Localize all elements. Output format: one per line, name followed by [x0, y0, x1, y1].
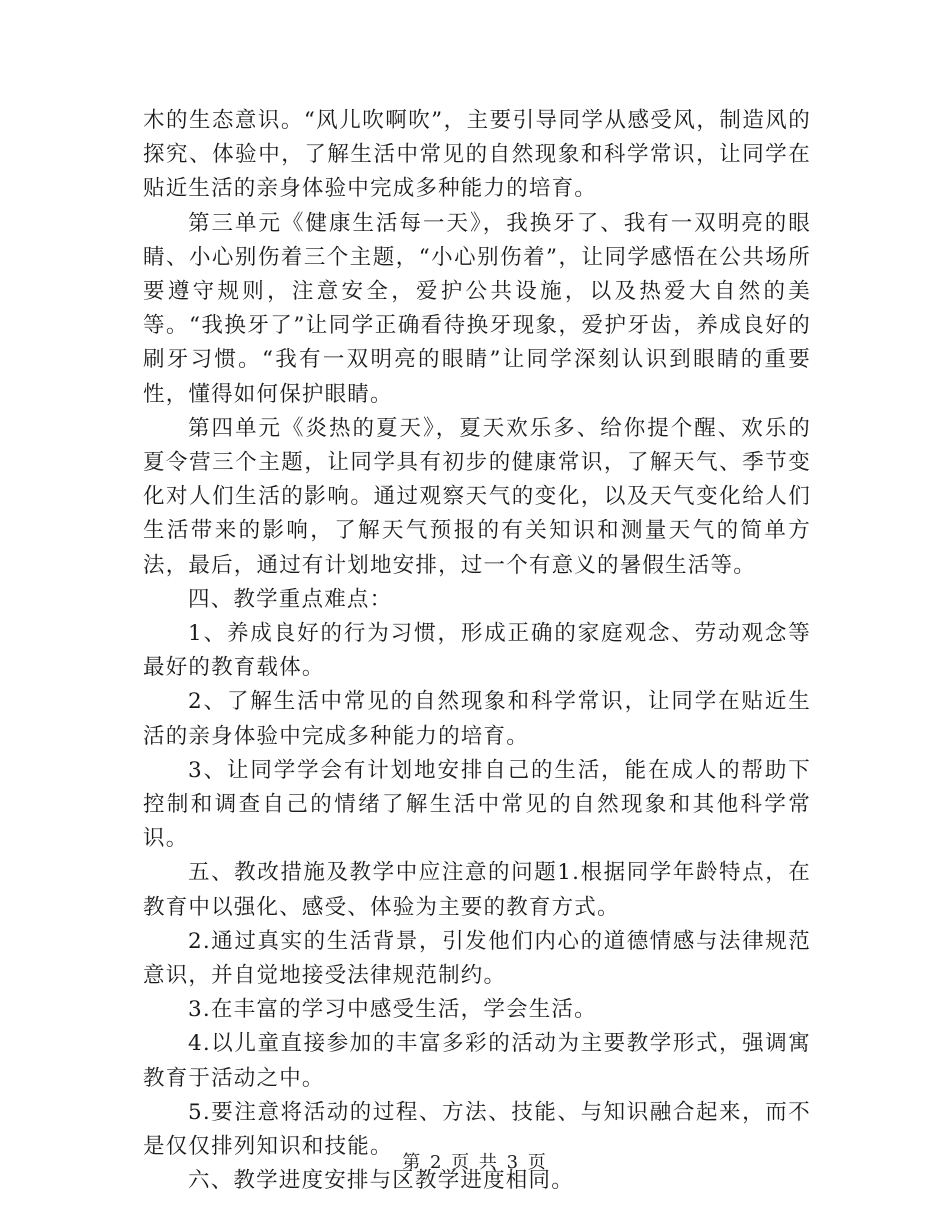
section-heading: 五、教改措施及教学中应注意的问题1.根据同学年龄特点，在教育中以强化、感受、体验为主要的教育方式。 [143, 860, 811, 920]
list-item: 1、养成良好的行为习惯，形成正确的家庭观念、劳动观念等最好的教育载体。 [143, 621, 811, 681]
list-item: 5.要注意将活动的过程、方法、技能、与知识融合起来，而不是仅仅排列知识和技能。 [143, 1099, 811, 1160]
list-item: 4.以儿童直接参加的丰富多彩的活动为主要教学形式，强调寓教育于活动之中。 [143, 1031, 811, 1091]
paragraph: 第四单元《炎热的夏天》，夏天欢乐多、给你提个醒、欢乐的夏令营三个主题，让同学具有初步的健康常识，了解天气、季节变化对人们生活的影响。通过观察天气的变化，以及天气变化给人们生活带来的影响，了解天气预报的有关知识和测量天气的简单方法，最后，通过有计划地安排，过一个有意义的暑假生活等。 [143, 415, 811, 578]
paragraph: 第三单元《健康生活每一天》，我换牙了、我有一双明亮的眼睛、小心别伤着三个主题，“小心别伤着”，让同学感悟在公共场所要遵守规则，注意安全，爱护公共设施，以及热爱大自然的美等。“我换牙了”让同学正确看待换牙现象，爱护牙齿，养成良好的刷牙习惯。“我有一双明亮的眼睛”让同学深刻认识到眼睛的重要性，懂得如何保护眼睛。 [143, 210, 811, 407]
list-item: 3.在丰富的学习中感受生活，学会生活。 [188, 997, 597, 1023]
page-footer: 第 2 页 共 3 页 [402, 1152, 548, 1173]
section-heading: 六、教学进度安排与区教学进度相同。 [188, 1168, 574, 1194]
section-heading: 四、教学重点难点： [188, 586, 393, 612]
list-item: 3、让同学学会有计划地安排自己的生活，能在成人的帮助下控制和调查自己的情绪了解生活中常见的自然现象和其他科学常识。 [143, 757, 811, 852]
list-item: 2、了解生活中常见的自然现象和科学常识，让同学在贴近生活的亲身体验中完成多种能力的培育。 [143, 689, 811, 749]
list-item: 2.通过真实的生活背景，引发他们内心的道德情感与法律规范意识，并自觉地接受法律规范制约。 [143, 928, 811, 989]
document-body [143, 104, 811, 1199]
paragraph: 木的生态意识。“风儿吹啊吹”，主要引导同学从感受风，制造风的探究、体验中，了解生活中常见的自然现象和科学常识，让同学在贴近生活的亲身体验中完成多种能力的培育。 [143, 108, 811, 202]
